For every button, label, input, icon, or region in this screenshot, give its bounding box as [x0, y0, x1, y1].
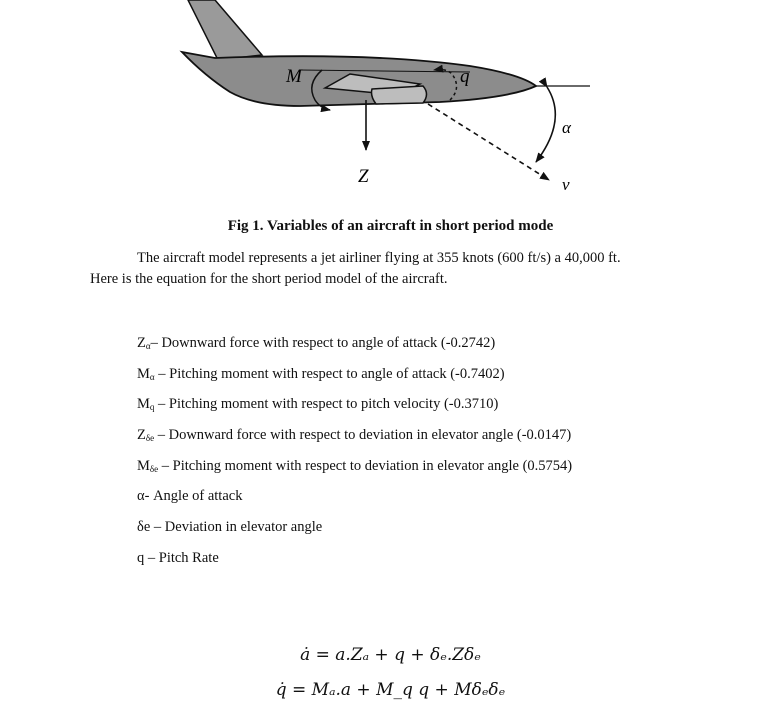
- variable-row: [137, 548, 737, 579]
- figure-caption: Fig 1. Variables of an aircraft in short period mode: [227, 218, 554, 234]
- variable-row: [137, 486, 737, 517]
- alpha-arc: [536, 87, 555, 162]
- var-description: – Pitching moment with respect to deviation in elevator angle (0.5754): [158, 457, 573, 474]
- intro-line-2: Here is the equation for the short period model of the aircraft.: [90, 271, 448, 287]
- moment-label: M: [286, 66, 302, 87]
- variable-row: [137, 394, 737, 425]
- intro-paragraph: [90, 248, 690, 290]
- var-symbol: M: [137, 457, 150, 474]
- var-symbol: M: [137, 365, 150, 382]
- var-description: – Downward force with respect to deviation in elevator angle (-0.0147): [154, 427, 572, 444]
- variable-row: [137, 425, 737, 456]
- velocity-arrow: [428, 104, 549, 180]
- force-label: Z: [358, 166, 369, 187]
- var-subscript: δe: [145, 433, 155, 444]
- var-symbol: Z: [137, 427, 146, 444]
- var-subscript: α: [149, 371, 155, 382]
- equations: [0, 640, 781, 710]
- variable-list: [137, 333, 737, 579]
- alpha-label: α: [562, 118, 571, 137]
- var-symbol: δe: [137, 519, 151, 536]
- var-subscript: δe: [149, 463, 159, 474]
- var-description: – Pitch Rate: [144, 549, 219, 566]
- var-description: – Pitching moment with respect to angle of attack (-0.7402): [154, 365, 505, 382]
- variable-row: [137, 364, 737, 395]
- pitch-rate-label: q: [460, 66, 470, 87]
- var-symbol: q: [137, 549, 145, 566]
- variable-row: [137, 517, 737, 548]
- var-description: - Angle of attack: [144, 488, 243, 505]
- var-description: – Downward force with respect to angle of attack (-0.2742): [150, 335, 496, 351]
- tail-fin: [188, 0, 262, 60]
- equation-alpha-dot: ȧ = a.Zₐ + q + δₑ.Zδₑ: [300, 645, 481, 665]
- equation-q-dot: q̇ = Mₐ.a + M_q q + Mδₑδₑ: [275, 680, 506, 700]
- variable-row: [137, 333, 737, 364]
- aircraft-figure: [0, 0, 781, 205]
- engine: [372, 86, 427, 104]
- var-description: – Deviation in elevator angle: [150, 519, 323, 536]
- var-symbol: M: [137, 396, 150, 413]
- intro-line-1: The aircraft model represents a jet airliner flying at 355 knots (600 ft/s) a 40,000 ft.: [137, 250, 621, 266]
- velocity-label: v: [562, 175, 570, 194]
- var-subscript: q: [149, 402, 155, 413]
- var-description: – Pitching moment with respect to pitch velocity (-0.3710): [154, 396, 499, 413]
- var-subscript: α: [145, 341, 151, 351]
- var-symbol: Z: [137, 335, 146, 351]
- var-symbol: α: [137, 488, 145, 505]
- variable-row: [137, 456, 737, 487]
